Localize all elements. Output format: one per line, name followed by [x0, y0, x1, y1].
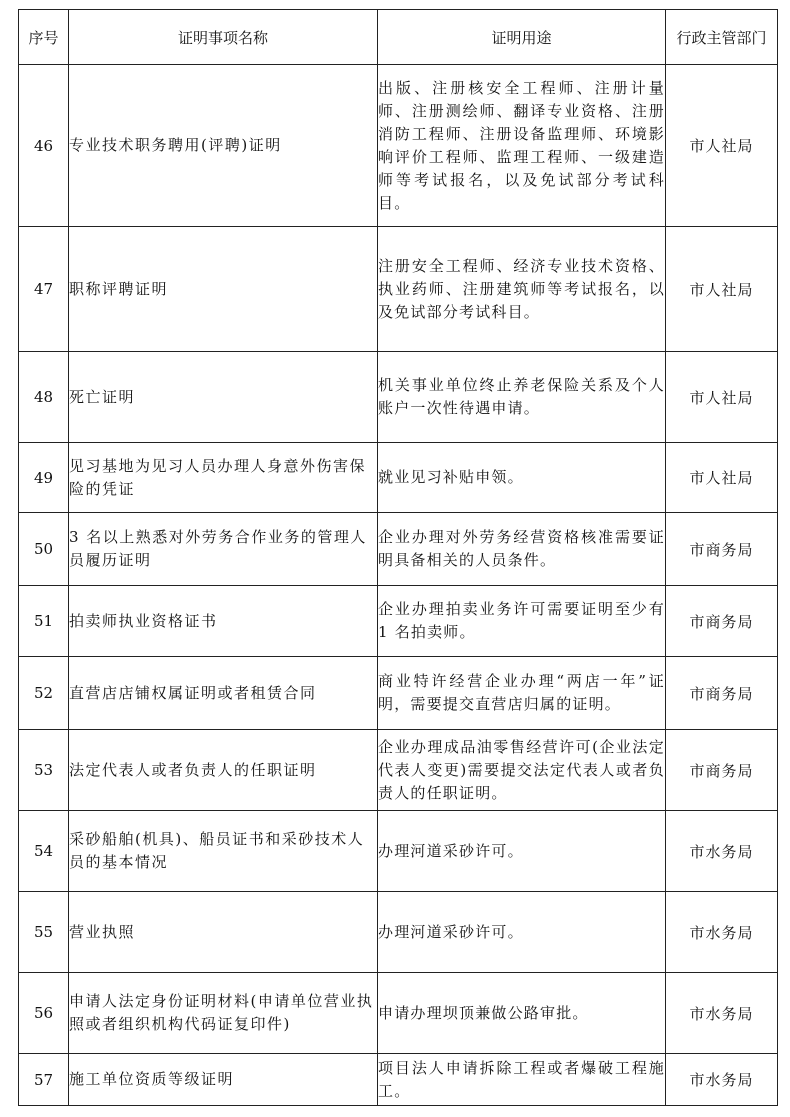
table-row	[19, 730, 778, 811]
row-item-name: 申请人法定身份证明材料(申请单位营业执照或者组织机构代码证复印件)	[69, 973, 378, 1054]
header-department: 行政主管部门	[666, 10, 778, 65]
row-number: 53	[19, 730, 69, 811]
row-item-name: 专业技术职务聘用(评聘)证明	[69, 65, 378, 227]
row-number: 50	[19, 513, 69, 586]
row-number: 49	[19, 443, 69, 513]
row-number: 46	[19, 65, 69, 227]
row-number: 52	[19, 657, 69, 730]
table-row	[19, 443, 778, 513]
table-row	[19, 586, 778, 657]
row-department: 市人社局	[666, 443, 778, 513]
header-serial-number: 序号	[19, 10, 69, 65]
row-item-name: 见习基地为见习人员办理人身意外伤害保险的凭证	[69, 443, 378, 513]
row-item-name: 法定代表人或者负责人的任职证明	[69, 730, 378, 811]
row-item-name: 3 名以上熟悉对外劳务合作业务的管理人员履历证明	[69, 513, 378, 586]
row-purpose: 商业特许经营企业办理“两店一年”证明，需要提交直营店归属的证明。	[378, 657, 666, 730]
row-department: 市商务局	[666, 586, 778, 657]
row-purpose: 办理河道采砂许可。	[378, 811, 666, 892]
row-department: 市商务局	[666, 657, 778, 730]
row-department: 市水务局	[666, 811, 778, 892]
row-number: 47	[19, 227, 69, 352]
row-number: 54	[19, 811, 69, 892]
table-header-row	[19, 10, 778, 65]
row-department: 市水务局	[666, 892, 778, 973]
table-row	[19, 227, 778, 352]
table-row	[19, 513, 778, 586]
table-row	[19, 973, 778, 1054]
row-item-name: 直营店店铺权属证明或者租赁合同	[69, 657, 378, 730]
row-item-name: 采砂船舶(机具)、船员证书和采砂技术人员的基本情况	[69, 811, 378, 892]
table-row	[19, 657, 778, 730]
row-purpose: 出版、注册核安全工程师、注册计量师、注册测绘师、翻译专业资格、注册消防工程师、注册设备监理师、环境影响评价工程师、监理工程师、一级建造师等考试报名，以及免试部分考试科目。	[378, 65, 666, 227]
row-purpose: 注册安全工程师、经济专业技术资格、执业药师、注册建筑师等考试报名，以及免试部分考试科目。	[378, 227, 666, 352]
row-purpose: 申请办理坝顶兼做公路审批。	[378, 973, 666, 1054]
row-purpose: 企业办理对外劳务经营资格核准需要证明具备相关的人员条件。	[378, 513, 666, 586]
row-department: 市人社局	[666, 227, 778, 352]
row-number: 48	[19, 352, 69, 443]
table-row	[19, 65, 778, 227]
row-number: 57	[19, 1054, 69, 1106]
row-department: 市水务局	[666, 1054, 778, 1106]
table-row	[19, 811, 778, 892]
header-purpose: 证明用途	[378, 10, 666, 65]
row-purpose: 项目法人申请拆除工程或者爆破工程施工。	[378, 1054, 666, 1106]
row-department: 市水务局	[666, 973, 778, 1054]
row-purpose: 办理河道采砂许可。	[378, 892, 666, 973]
table-row	[19, 352, 778, 443]
certificate-table	[18, 9, 778, 1106]
row-department: 市人社局	[666, 352, 778, 443]
row-item-name: 营业执照	[69, 892, 378, 973]
row-department: 市商务局	[666, 730, 778, 811]
row-item-name: 死亡证明	[69, 352, 378, 443]
row-number: 56	[19, 973, 69, 1054]
row-item-name: 职称评聘证明	[69, 227, 378, 352]
row-number: 51	[19, 586, 69, 657]
table-row	[19, 1054, 778, 1106]
row-purpose: 就业见习补贴申领。	[378, 443, 666, 513]
row-purpose: 企业办理拍卖业务许可需要证明至少有 1 名拍卖师。	[378, 586, 666, 657]
header-item-name: 证明事项名称	[69, 10, 378, 65]
row-department: 市人社局	[666, 65, 778, 227]
row-item-name: 施工单位资质等级证明	[69, 1054, 378, 1106]
row-item-name: 拍卖师执业资格证书	[69, 586, 378, 657]
row-number: 55	[19, 892, 69, 973]
table-row	[19, 892, 778, 973]
row-purpose: 机关事业单位终止养老保险关系及个人账户一次性待遇申请。	[378, 352, 666, 443]
row-department: 市商务局	[666, 513, 778, 586]
row-purpose: 企业办理成品油零售经营许可(企业法定代表人变更)需要提交法定代表人或者负责人的任职证明。	[378, 730, 666, 811]
